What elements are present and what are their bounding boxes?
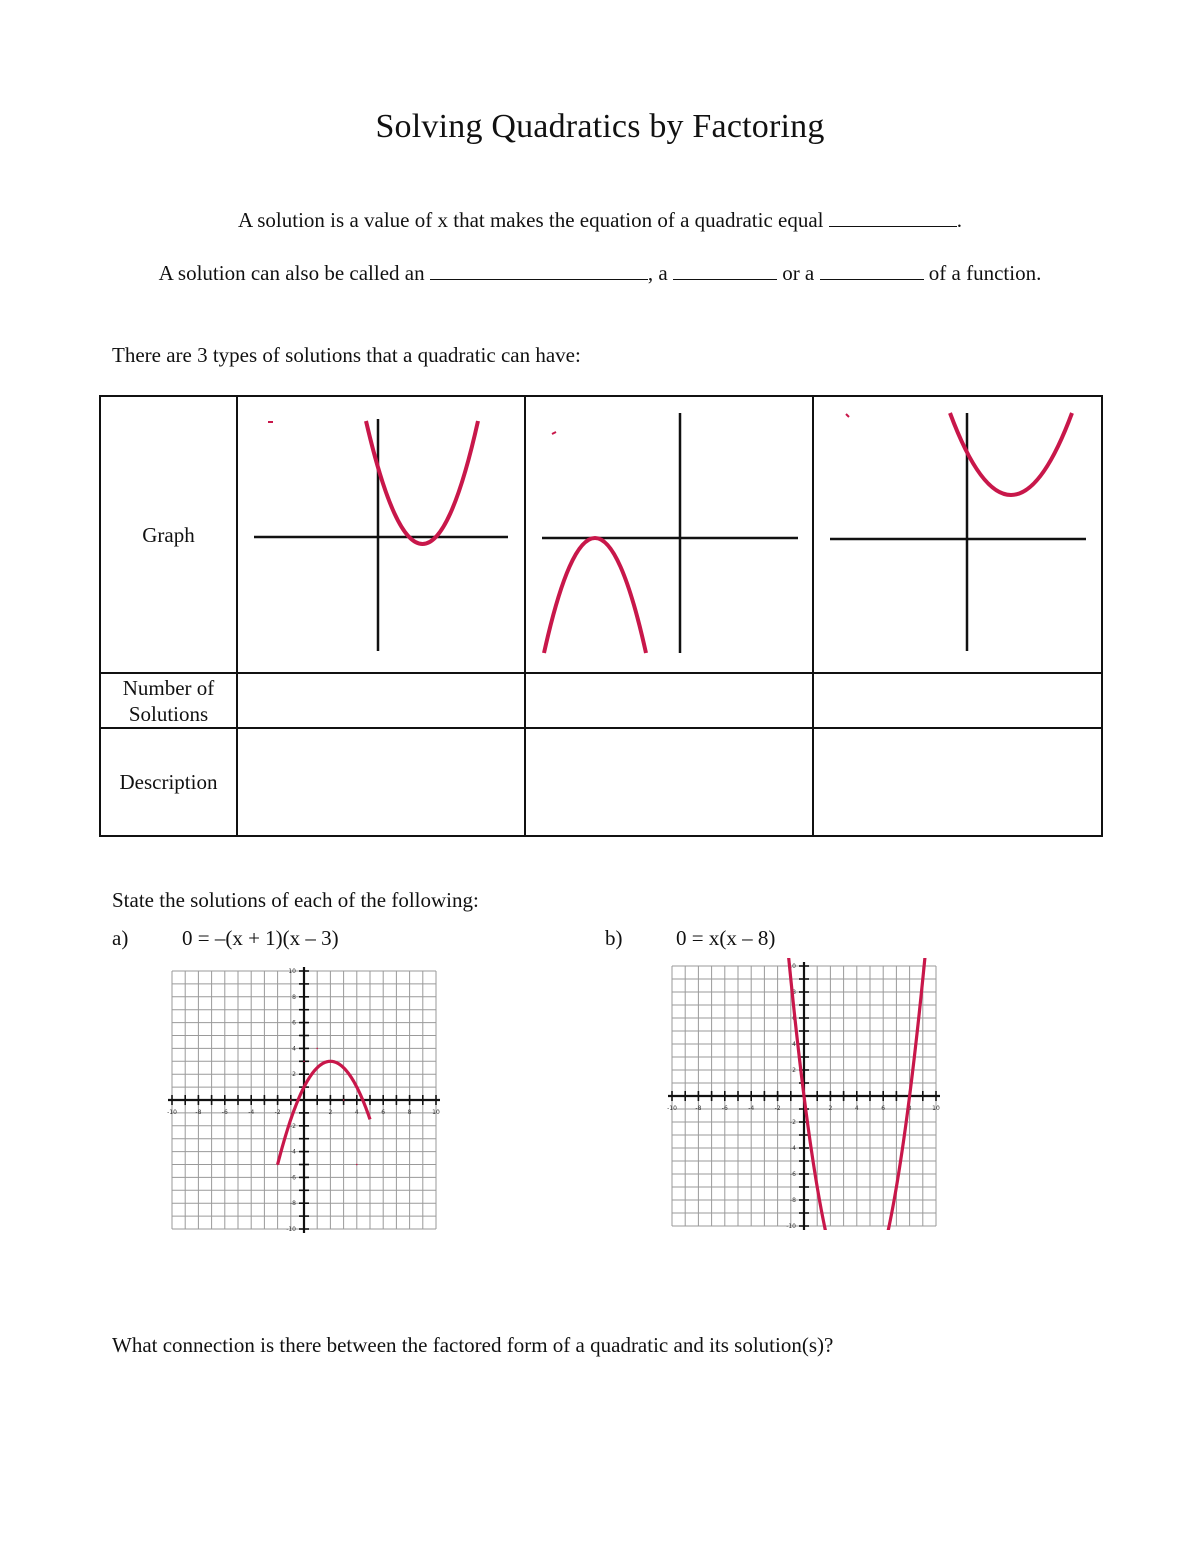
parabola-curve bbox=[544, 538, 646, 653]
problem-b-label: b) bbox=[605, 926, 623, 950]
definition-sep-1: , a bbox=[647, 261, 668, 285]
y-tick-label: -10 bbox=[786, 1223, 796, 1230]
y-tick-label: 4 bbox=[792, 1041, 796, 1048]
y-tick-label: 8 bbox=[792, 989, 796, 996]
graph-two-roots bbox=[238, 397, 524, 667]
x-tick-label: -4 bbox=[748, 1105, 755, 1112]
coordinate-grid-b bbox=[665, 958, 945, 1233]
coordinate-grid-a bbox=[165, 963, 445, 1233]
x-tick-label: -8 bbox=[195, 1109, 202, 1116]
answer-cell[interactable] bbox=[525, 728, 813, 836]
y-tick-label: -8 bbox=[790, 1197, 796, 1204]
definition-solution bbox=[0, 208, 1200, 233]
answer-cell[interactable] bbox=[813, 728, 1102, 836]
answer-cell[interactable] bbox=[813, 673, 1102, 728]
graph-cell-one-solution bbox=[525, 396, 813, 673]
x-tick-label: 8 bbox=[907, 1105, 912, 1112]
types-intro: There are 3 types of solutions that a quadratic can have: bbox=[112, 343, 581, 367]
definition-end: of a function. bbox=[928, 261, 1042, 285]
problem-b-equation: 0 = x(x – 8) bbox=[676, 926, 776, 950]
graph-cell-two-solutions bbox=[237, 396, 525, 673]
corner-mark bbox=[552, 432, 556, 434]
corner-mark bbox=[846, 414, 849, 417]
x-tick-label: -6 bbox=[221, 1109, 228, 1116]
x-tick-label: -4 bbox=[248, 1109, 255, 1116]
definition-period: . bbox=[956, 208, 962, 232]
y-tick-label: -2 bbox=[790, 1119, 796, 1126]
y-tick-label: -6 bbox=[290, 1174, 296, 1182]
data-point bbox=[290, 1099, 292, 1101]
y-tick-label: 2 bbox=[292, 1071, 296, 1079]
y-tick-label: 6 bbox=[792, 1015, 796, 1022]
x-tick-label: -6 bbox=[721, 1105, 728, 1112]
x-tick-label: 10 bbox=[432, 1109, 440, 1116]
x-tick-label: 6 bbox=[381, 1109, 386, 1116]
data-point bbox=[803, 1095, 805, 1097]
y-tick-label: 2 bbox=[792, 1067, 796, 1074]
y-tick-label: 6 bbox=[292, 1019, 296, 1027]
number-row bbox=[100, 673, 1102, 728]
worksheet-title: Solving Quadratics by Factoring bbox=[375, 108, 825, 145]
data-point bbox=[316, 1048, 318, 1050]
x-tick-label: 4 bbox=[854, 1105, 859, 1112]
problem-a-label: a) bbox=[112, 926, 129, 950]
y-tick-label: 4 bbox=[292, 1045, 296, 1053]
solution-types-table bbox=[99, 395, 1103, 837]
graph-one-root bbox=[526, 397, 812, 667]
x-tick-label: 10 bbox=[932, 1105, 940, 1112]
data-point bbox=[909, 1095, 911, 1097]
data-point bbox=[277, 1164, 279, 1166]
data-point bbox=[330, 1061, 332, 1063]
x-tick-label: 4 bbox=[354, 1109, 359, 1116]
y-tick-label: 10 bbox=[788, 963, 796, 970]
row-label-number-line2: Solutions bbox=[128, 701, 209, 726]
graph-no-roots bbox=[814, 397, 1101, 667]
x-tick-label: 8 bbox=[407, 1109, 412, 1116]
data-point bbox=[356, 1164, 358, 1166]
answer-cell[interactable] bbox=[525, 673, 813, 728]
graph-cell-no-solution bbox=[813, 396, 1102, 673]
definition-other-names-text: A solution can also be called an bbox=[158, 261, 425, 285]
row-label-number bbox=[100, 673, 237, 728]
x-tick-label: 2 bbox=[328, 1109, 333, 1116]
x-tick-label: 6 bbox=[881, 1105, 886, 1112]
x-tick-label: -2 bbox=[274, 1109, 281, 1116]
description-row bbox=[100, 728, 1102, 836]
blank-equal-value bbox=[829, 210, 957, 227]
y-tick-label: 10 bbox=[288, 968, 296, 975]
problem-a-equation: 0 = –(x + 1)(x – 3) bbox=[182, 926, 339, 950]
answer-cell[interactable] bbox=[237, 728, 525, 836]
x-tick-label: -8 bbox=[695, 1105, 702, 1112]
row-label-graph: Graph bbox=[100, 396, 237, 673]
parabola-curve bbox=[950, 413, 1072, 495]
row-label-description: Description bbox=[100, 728, 237, 836]
y-tick-label: -8 bbox=[290, 1200, 296, 1208]
row-label-number-line1: Number of bbox=[122, 675, 215, 700]
definition-other-names bbox=[0, 261, 1200, 286]
y-tick-label: 8 bbox=[292, 993, 296, 1001]
blank-name-1 bbox=[430, 263, 648, 280]
y-tick-label: -2 bbox=[290, 1122, 296, 1130]
parabola-curve bbox=[366, 421, 478, 544]
y-tick-label: -10 bbox=[286, 1226, 296, 1233]
definition-sep-2: or a bbox=[782, 261, 815, 285]
blank-name-3 bbox=[820, 263, 924, 280]
state-intro: State the solutions of each of the following: bbox=[112, 888, 479, 912]
y-tick-label: -4 bbox=[790, 1145, 796, 1152]
data-point bbox=[343, 1099, 345, 1101]
connection-question: What connection is there between the factored form of a quadratic and its solution(s)? bbox=[112, 1333, 834, 1357]
blank-name-2 bbox=[673, 263, 777, 280]
graph-row bbox=[100, 396, 1102, 673]
x-tick-label: -10 bbox=[667, 1105, 677, 1112]
definition-solution-text: A solution is a value of x that makes the equation of a quadratic equal bbox=[238, 208, 824, 232]
y-tick-label: -4 bbox=[290, 1148, 296, 1156]
data-point bbox=[303, 1061, 305, 1063]
x-tick-label: 2 bbox=[828, 1105, 833, 1112]
x-tick-label: -10 bbox=[167, 1109, 177, 1116]
y-tick-label: -6 bbox=[790, 1171, 796, 1178]
answer-cell[interactable] bbox=[237, 673, 525, 728]
x-tick-label: -2 bbox=[774, 1105, 781, 1112]
